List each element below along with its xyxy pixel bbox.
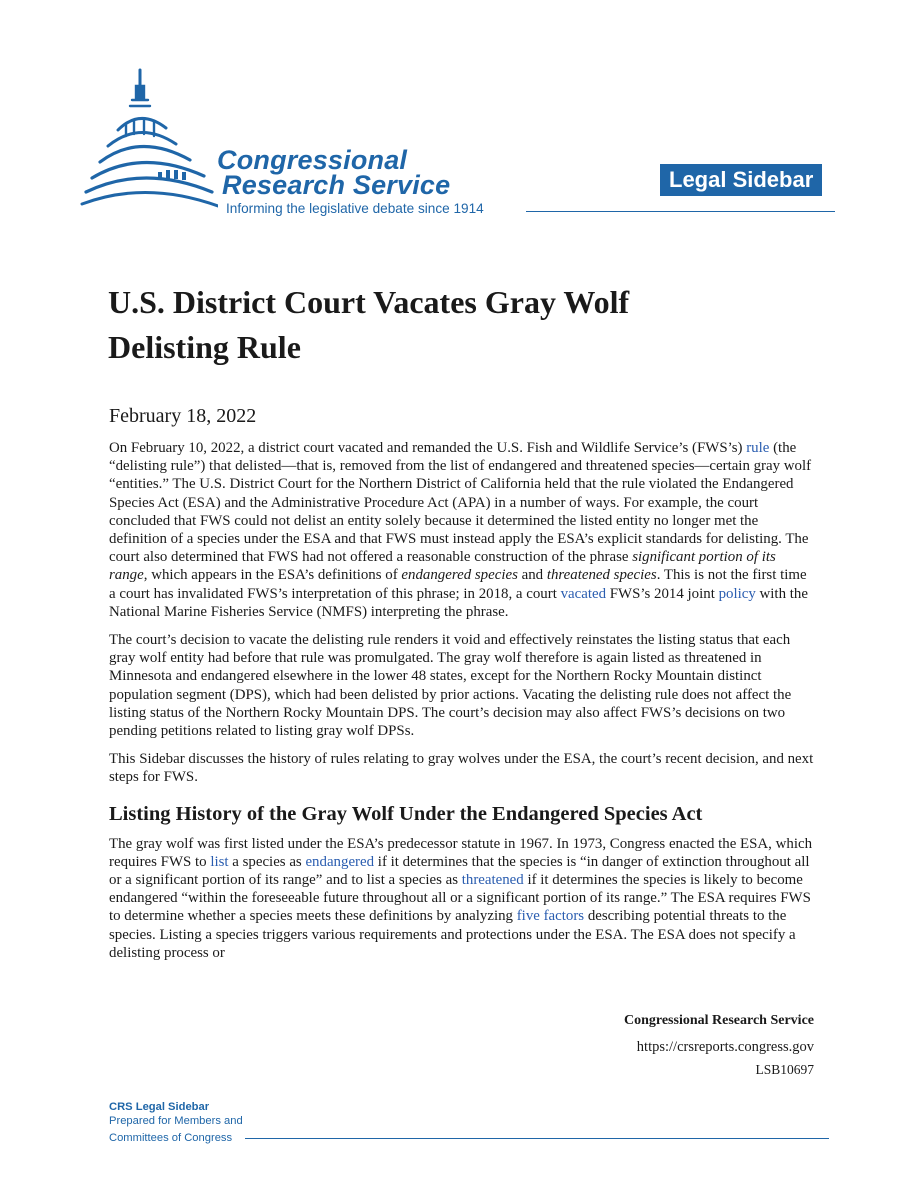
footer-rule xyxy=(245,1138,829,1139)
p1-text-4: and xyxy=(517,567,547,584)
link-five-factors[interactable]: five factors xyxy=(516,908,585,925)
p4-text-5: describing potential threats to the species. Listing a species triggers various requirements and protections under the ESA. The ESA does not specify a delisting process or xyxy=(109,908,796,961)
footer-audience-line2: Committees of Congress xyxy=(109,1132,233,1144)
link-vacated[interactable]: vacated xyxy=(560,585,607,602)
p1-text-7: with the National Marine Fisheries Service (NMFS) interpreting the phrase. xyxy=(109,585,808,620)
capitol-dome-logo xyxy=(78,64,218,224)
link-threatened[interactable]: threatened xyxy=(461,872,524,889)
paragraph-4 xyxy=(109,835,815,962)
title-line-1: U.S. District Court Vacates Gray Wolf xyxy=(108,284,630,320)
org-name-line1: Congressional xyxy=(217,145,408,175)
footer-url[interactable]: https://crsreports.congress.gov xyxy=(636,1039,814,1055)
p4-text-1: The gray wolf was first listed under the ESA’s predecessor statute in 1967. In 1973, Congress enacted the ESA, which requires FWS to xyxy=(109,835,813,870)
paragraph-3: This Sidebar discusses the history of rules relating to gray wolves under the ESA, the court’s recent decision, and next steps for FWS. xyxy=(109,751,814,786)
footer-org-name: Congressional Research Service xyxy=(623,1013,814,1028)
org-tagline: Informing the legislative debate since 1914 xyxy=(226,201,484,216)
footer-audience-line1: Prepared for Members and xyxy=(109,1115,243,1127)
p1-text-2: (the “delisting rule”) that delisted—that is, removed from the list of endangered and threatened species—certain gray wolf “entities.” The U.S. District Court for the Northern District of California held that the rule violated the Endangered Species Act (ESA) and the Administrative Procedure Act (APA) in a number of ways. For example, the court concluded that FWS could not delist an entity solely because it determined the listed entity no longer met the definition of a species under the ESA and that FWS must instead apply the ESA’s explicit standards for delisting. The court also determined that FWS had not offered a reasonable construction of the phrase xyxy=(109,440,812,566)
p4-text-2: a species as xyxy=(228,853,306,870)
link-policy[interactable]: policy xyxy=(718,585,756,602)
article-body xyxy=(109,439,815,972)
p4-text-3: if it determines that the species is “in danger of extinction throughout all or a significant portion of its range” and to list a species as xyxy=(109,853,810,889)
publication-date: February 18, 2022 xyxy=(109,405,257,427)
p1-italic-1: significant portion of its range xyxy=(109,549,776,584)
p1-text-3: , which appears in the ESA’s definitions of xyxy=(143,567,402,584)
link-list[interactable]: list xyxy=(210,853,229,870)
legal-sidebar-badge: Legal Sidebar xyxy=(660,164,822,196)
p1-text-5: . This is not the first time a court has invalidated FWS’s interpretation of this phrase; in 2018, a court xyxy=(109,567,807,602)
paragraph-2: The court’s decision to vacate the delisting rule renders it void and effectively reinstates the listing status that each gray wolf entity had before that rule was promulgated. The gray wolf therefore is again listed as threatened in Minnesota and endangered elsewhere in the lower 48 states, except for the Northern Rocky Mountain distinct population segment (DPS), which had been delisted by prior actions. Vacating the delisting rule does not affect the listing status of the Northern Rocky Mountain DPS. The court’s decision may also affect FWS’s decisions on two pending petitions related to listing gray wolf DPSs. xyxy=(109,632,792,740)
p1-italic-3: threatened species xyxy=(546,567,657,584)
link-rule[interactable]: rule xyxy=(746,440,770,456)
paragraph-1 xyxy=(109,439,815,621)
footer-product-name: CRS Legal Sidebar xyxy=(109,1101,210,1113)
org-name-line2: Research Service xyxy=(222,170,451,200)
p1-text-6: FWS’s 2014 joint xyxy=(606,585,719,602)
tagline-rule xyxy=(526,211,835,212)
p4-text-4: if it determines the species is likely to become endangered “within the foreseeable future throughout all or a significant portion of its range.” The ESA requires FWS to determine whether a species meets these definitions by analyzing xyxy=(109,872,811,925)
link-endangered[interactable]: endangered xyxy=(305,853,375,870)
title-line-2: Delisting Rule xyxy=(108,329,301,365)
p1-text-1: On February 10, 2022, a district court vacated and remanded the U.S. Fish and Wildlife Service’s (FWS’s) xyxy=(109,440,747,456)
footer-report-code: LSB10697 xyxy=(755,1062,814,1077)
page-title xyxy=(108,280,629,370)
p1-italic-2: endangered species xyxy=(401,567,518,584)
section-heading: Listing History of the Gray Wolf Under the Endangered Species Act xyxy=(109,802,703,825)
